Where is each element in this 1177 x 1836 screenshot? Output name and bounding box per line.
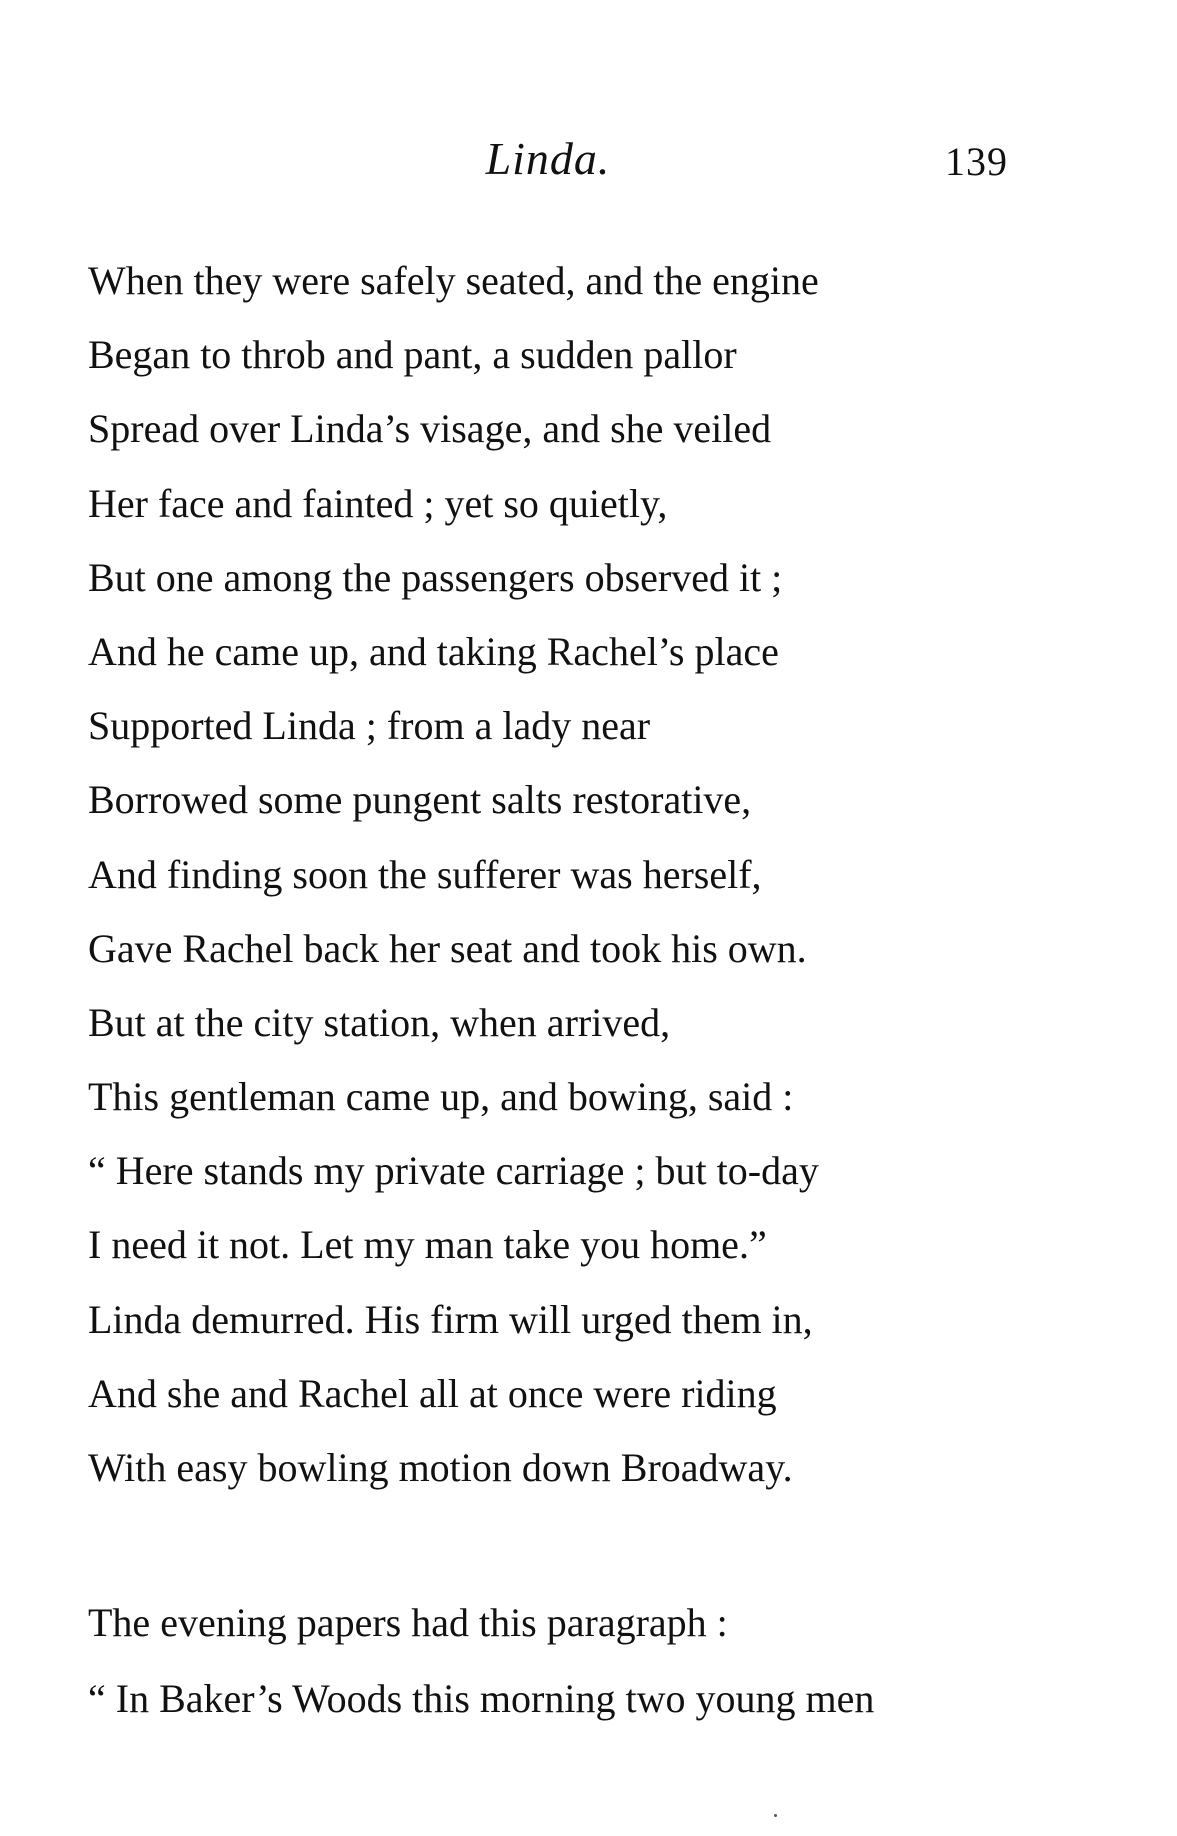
poem-line: When they were safely seated, and the engine: [88, 258, 819, 303]
poem-stanza: [88, 244, 1048, 1505]
poem-line: Her face and fainted ; yet so quietly,: [88, 480, 668, 526]
page-number: 139: [945, 139, 1008, 184]
poem-line: “ In Baker’s Woods this morning two young men: [88, 1676, 875, 1721]
poem-line: “ Here stands my private carriage ; but to-day: [88, 1148, 819, 1194]
paper-speck: [774, 1814, 777, 1817]
poem-line: Spread over Linda’s visage, and she veiled: [88, 406, 772, 452]
poem-line: Began to throb and pant, a sudden pallor: [88, 332, 737, 378]
poem-line: Supported Linda ; from a lady near: [88, 703, 651, 749]
poem-stanza: [88, 1585, 1048, 1737]
poem-line: Gave Rachel back her seat and took his own.: [88, 925, 807, 971]
poem-line: With easy bowling motion down Broadway.: [88, 1445, 793, 1490]
poem-line: This gentleman came up, and bowing, said :: [88, 1074, 794, 1120]
poem-line: But at the city station, when arrived,: [88, 999, 671, 1045]
poem-line: Borrowed some pungent salts restorative,: [88, 777, 752, 823]
poem-line: And finding soon the sufferer was herself,: [88, 851, 762, 897]
poem-line: And she and Rachel all at once were riding: [88, 1370, 777, 1416]
page-header: [88, 132, 1008, 192]
poem-line: But one among the passengers observed it ;: [88, 554, 783, 600]
poem-line: I need it not. Let my man take you home.”: [88, 1222, 767, 1268]
poem-line: The evening papers had this paragraph :: [88, 1600, 728, 1645]
running-title: Linda.: [485, 133, 611, 184]
poem-line: And he came up, and taking Rachel’s place: [88, 628, 779, 674]
poem-line: Linda demurred. His firm will urged them in,: [88, 1296, 813, 1342]
